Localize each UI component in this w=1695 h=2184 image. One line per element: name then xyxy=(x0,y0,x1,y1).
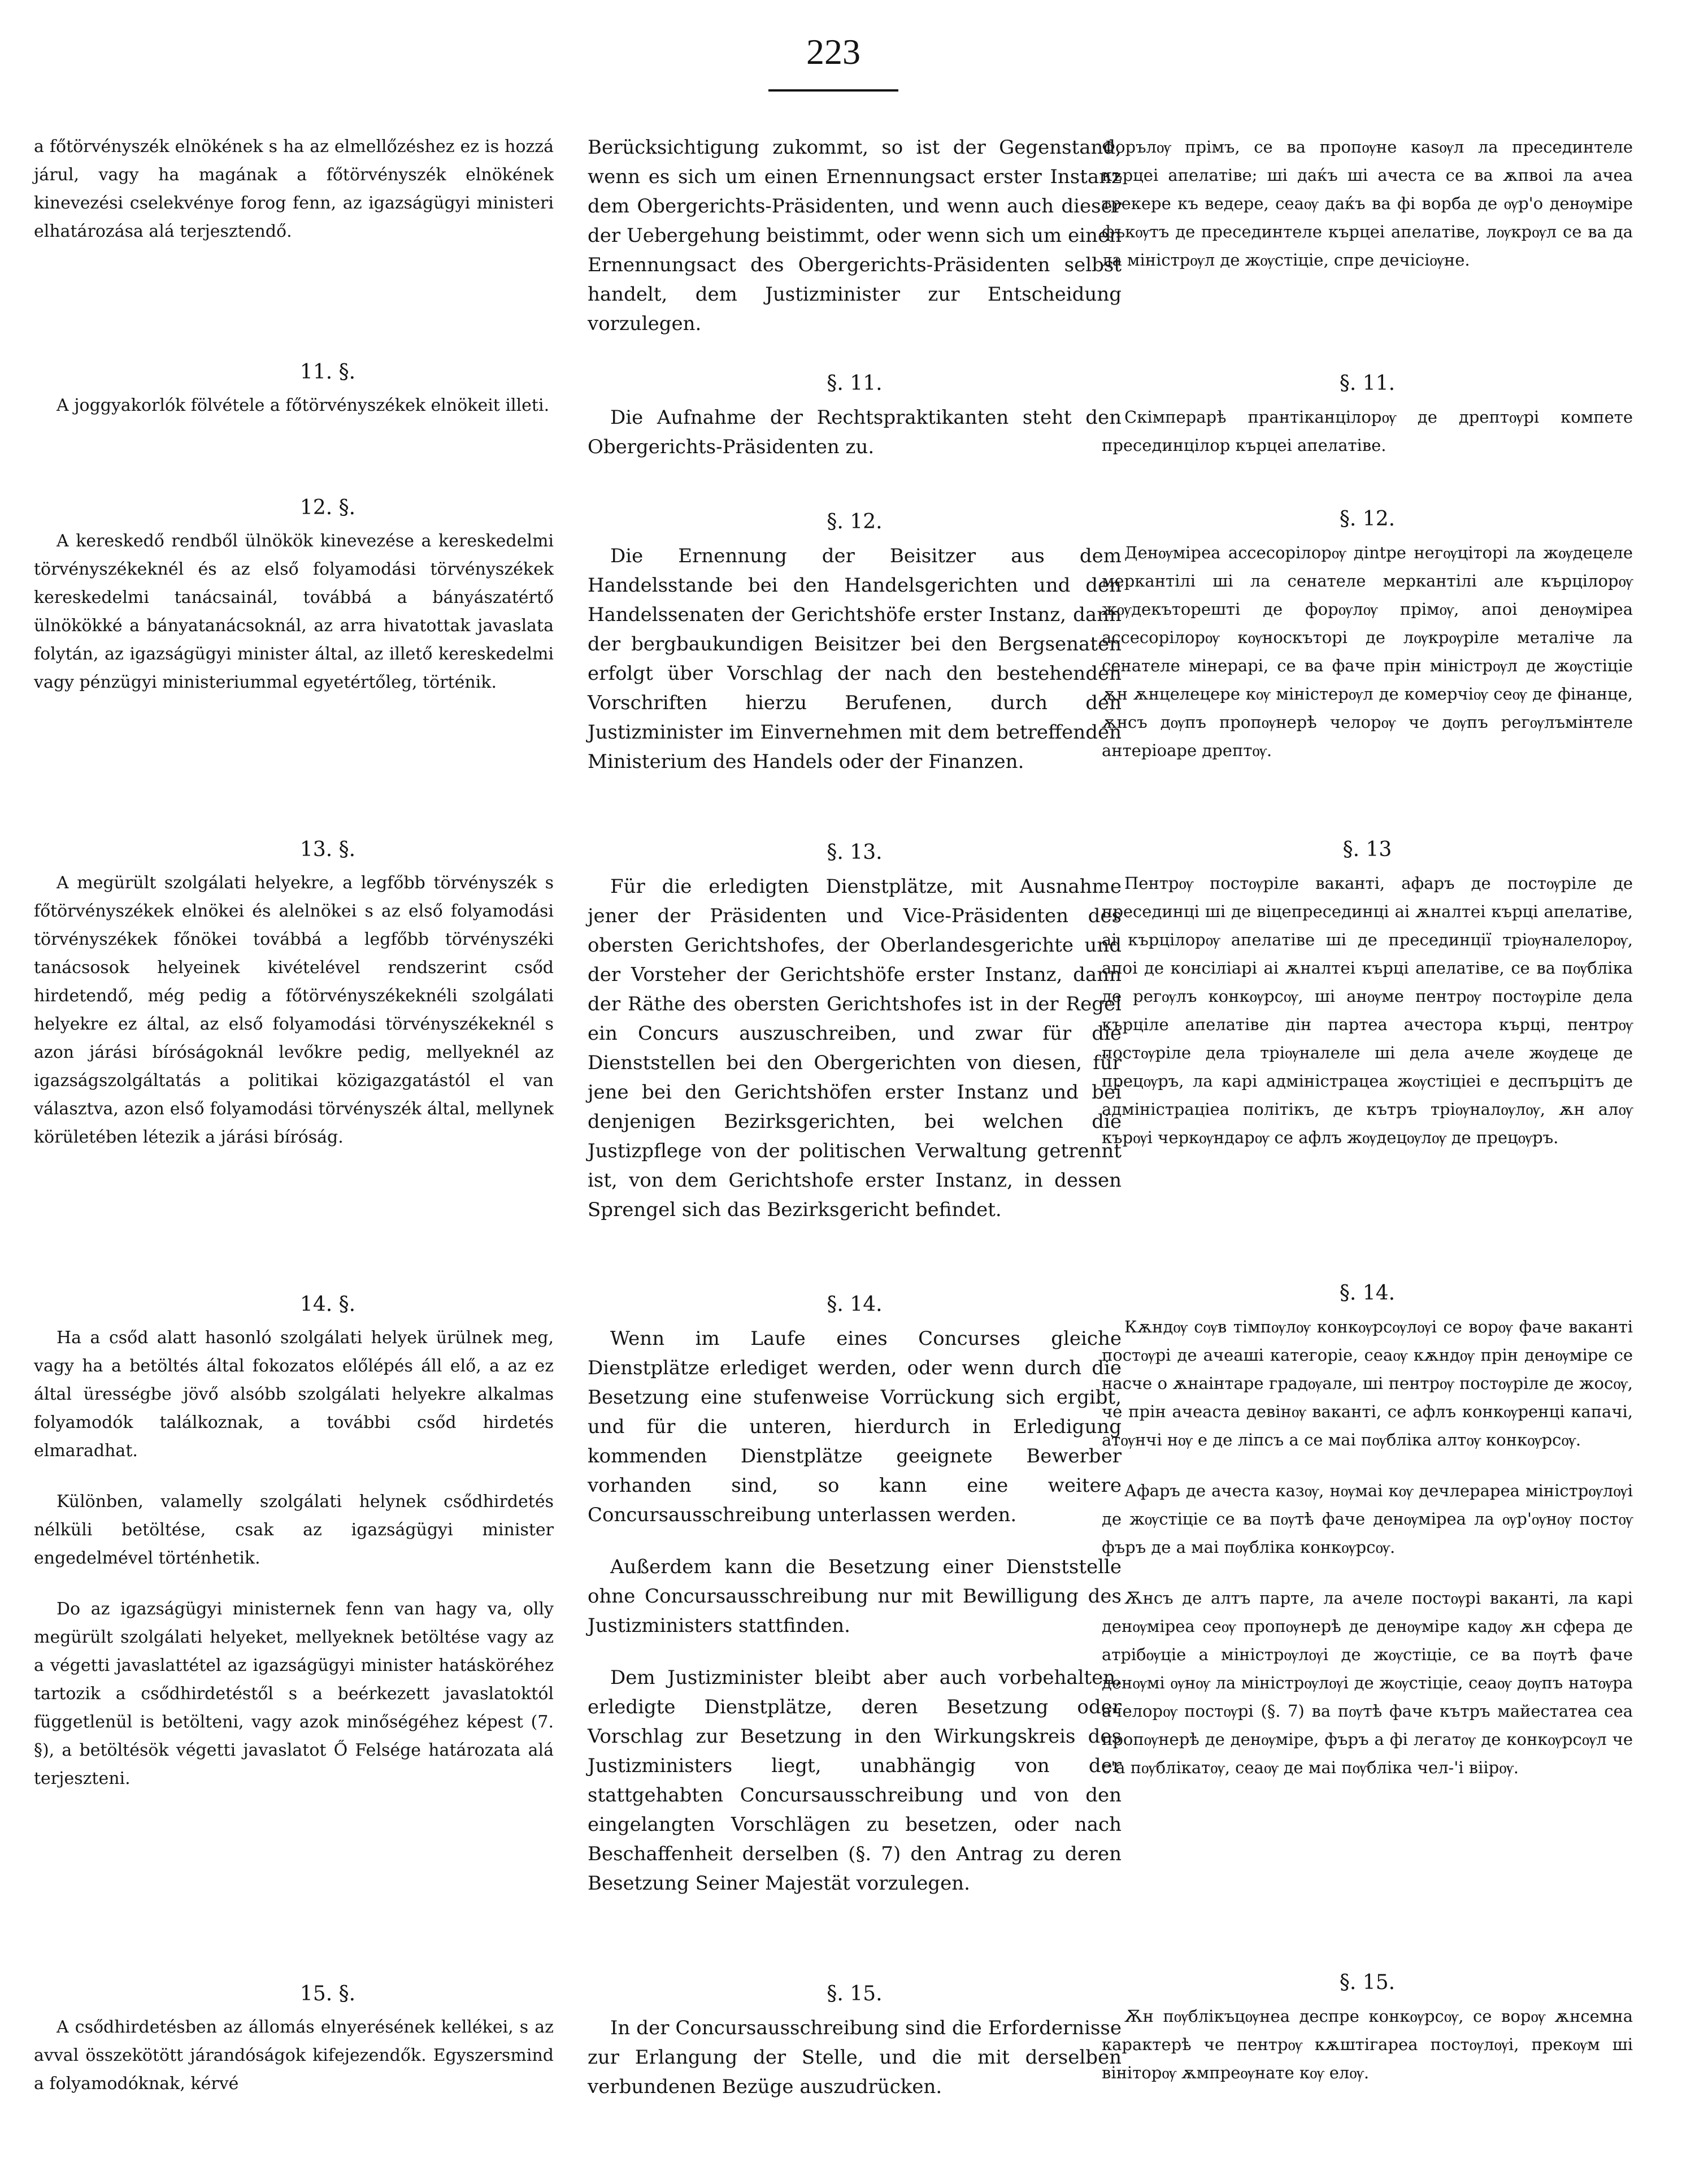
section-heading: §. 11. xyxy=(1339,372,1396,395)
section-heading: §. 13 xyxy=(1342,838,1392,861)
section-10-cont xyxy=(34,133,554,246)
paragraph: Скімперарѣ прантіканцілорѹ де дрептѹрі компете пресединцілор кърцеі апелатіве. xyxy=(1102,407,1633,455)
paragraph: Außerdem kann die Besetzung einer Dienststelle ohne Concursausschreibung nur mit Bewilligung des Justizministers stattfinden. xyxy=(588,1556,1122,1637)
section-heading: §. 13. xyxy=(827,841,883,864)
section-heading: 11. §. xyxy=(299,361,356,384)
section-heading: §. 11. xyxy=(827,372,883,395)
page-number: 223 xyxy=(806,32,860,72)
paragraph: Кѫндѹ сѹв тімпѹлѹ конкѹрсѹлѹі се ворѹ фаче ваканті постѹрі де ачеаші категоріе, сеаѹ кѫндѹ прін денѹміре се насче о ѫнаінтаре градѹале, ші пентрѹ постѹріле де жосѹ, че прін ачеаста девінѹ ваканті, се афлъ конкѹренці капачі, атѹнчі нѹ е де ліпсъ а се маі пѹбліка алтѹ конкѹрсѹ. xyxy=(1102,1317,1633,1449)
section-heading: 12. §. xyxy=(299,496,356,519)
paragraph: In der Concursausschreibung sind die Erfordernisse zur Erlangung der Stelle, und die mit derselben verbundenen Bezüge auszudrücken. xyxy=(588,2017,1122,2098)
section-13 xyxy=(1102,836,1633,1152)
section-heading: 15. §. xyxy=(299,1982,356,2005)
paragraph: Wenn im Laufe eines Concurses gleiche Dienstplätze erlediget werden, oder wenn durch die Besetzung eine stufenweise Vorrückung sich ergibt, und für die unteren, hierdurch in Erledigung kommenden Dienstplätze geeignete Bewerber vorhanden sind, so kann eine weitere Concursausschreibung unterlassen werden. xyxy=(588,1327,1122,1526)
section-14 xyxy=(588,1291,1122,1898)
paragraph: Ѫн пѹблікъцѹнеа деспре конкѹрсѹ, се ворѹ ѫнсемна карактерѣ че пентрѹ кѫштігареа постѹлѹі, прекѹм ші вініторѹ ѫмпреѹнате кѹ елѹ. xyxy=(1102,2007,1633,2082)
paragraph: Афаръ де ачеста казѹ, нѹмаі кѹ дечлерареа міністрѹлѹі де жѹстіціе се ва пѹтѣ фаче денѹміреа ла ѹр'ѹнѹ постѹ фъръ де а маі пѹбліка конкѹрсѹ. xyxy=(1102,1481,1633,1557)
section-heading: §. 15. xyxy=(827,1982,883,2005)
paragraph: Dem Justizminister bleibt aber auch vorbehalten, erledigte Dienstplätze, deren Besetzung oder Vorschlag zur Besetzung in den Wirkungskreis des Justizministers liegt, unabhängig von der stattgehabten Concursausschreibung und von den eingelangten Vorschlägen zu besetzen, oder nach Beschaffenheit derselben (§. 7) den Antrag zu deren Besetzung Seiner Majestät vorzulegen. xyxy=(588,1666,1122,1895)
section-15 xyxy=(1102,1969,1633,2087)
section-12 xyxy=(1102,506,1633,765)
paragraph: Für die erledigten Dienstplätze, mit Ausnahme jener der Präsidenten und Vice-Präsidenten des obersten Gerichtshofes, der Oberlandesgerichte und der Vorsteher der Gerichtshöfe erster Instanz, dann der Räthe des obersten Gerichtshofes ist in der Regel ein Concurs auszuschreiben, und zwar für die Dienststellen bei den Obergerichten von diesen, für jene bei den Gerichtshöfen erster Instanz und bei denjenigen Bezirksgerichten, bei welchen die Justizpflege von der politischen Verwaltung getrennt ist, von dem Gerichtshofe erster Instanz, in dessen Sprengel sich das Bezirksgericht befindet. xyxy=(588,875,1122,1221)
paragraph: Ha a csőd alatt hasonló szolgálati helyek ürülnek meg, vagy ha a betöltés által fokozatos előlépés áll elő, a az ez által ürességbe jövő alsóbb szolgálati helyekre alkalmas folyamodók találkoznak, a további csőd hirdetés elmaradhat. xyxy=(34,1328,554,1461)
paragraph: Пентрѹ постѹріле ваканті, афаръ де постѹріле де пресединці ші де віцепресединці аі ѫналтеі кърці апелатіве, аі кърцілорѹ апелатіве ші де пресединції тріѹналелорѹ, апоі де консіліарі аі ѫналтеі кърці апелатіве, се ва пѹбліка де регѹлъ конкѹрсѹ, ші анѹме пентрѹ постѹріле дела кърціле апелатіве дін партеа ачестора кърці, пентрѹ постѹріле дела тріѹналеле ші дела ачеле жѹдеце де прецѹръ, ла карі адміністрацеа жѹстіціеі е деспърцітъ де адміністраціеа політікъ, де кътръ тріѹналѹлѹ, ѫн алѹ кърѹі черкѹндарѹ се афлъ жѹдецѹлѹ де прецѹръ. xyxy=(1102,874,1633,1147)
paragraph: Форълѹ прімъ, се ва пропѹне каѕѹл ла пресединтеле кърцеі апелатіве; ші даќъ ші ачеста се ва ѫпвоі ла ачеа трекере къ ведере, сеаѹ даќъ ва фі ворба де ѹр'о денѹміре фъкѹтъ де пресединтеле кърцеі апелатіве, лѹкрѹл се ва да ла міністрѹл де жѹстіціе, спре дечісіѹне. xyxy=(1102,137,1633,270)
paragraph: Do az igazságügyi ministernek fenn van hagy va, olly megürült szolgálati helyeket, mellyeknek betöltése vagy az a végetti javaslattétel az igazságügyi minister hatásköréhez tartozik a csődhirdetéstől s a beérkezett javaslatoktól függetlenül is betölteni, vagy azok minőségéhez képest (7. §), a betöltésök végetti javaslatot Ő Felsége határozata alá terjeszteni. xyxy=(34,1599,554,1788)
section-heading: §. 15. xyxy=(1339,1971,1396,1994)
section-11 xyxy=(1102,370,1633,459)
section-heading: 13. §. xyxy=(299,838,356,861)
section-15 xyxy=(588,1981,1122,2101)
paragraph: a főtörvényszék elnökének s ha az elmellőzéshez ez is hozzá járul, vagy ha magának a főtörvényszék elnökének kinevezési cselekvénye forog fenn, az igazságügyi ministeri elhatározása alá terjesztendő. xyxy=(34,137,554,241)
section-15 xyxy=(34,1981,554,2098)
section-11 xyxy=(588,370,1122,462)
section-12 xyxy=(588,509,1122,776)
section-heading: §. 14. xyxy=(827,1293,883,1316)
paragraph: Die Aufnahme der Rechtspraktikanten steht den Obergerichts-Präsidenten zu. xyxy=(588,406,1122,458)
paragraph: Berücksichtigung zukommt, so ist der Gegenstand, wenn es sich um einen Ernennungsact erster Instanz dem Obergerichts-Präsidenten, und wenn auch dieser der Uebergehung beistimmt, oder wenn sich um einen Ernennungsact des Obergerichts-Präsidenten selbst handelt, dem Justizminister zur Entscheidung vorzulegen. xyxy=(588,136,1122,335)
paragraph: Különben, valamelly szolgálati helynek csődhirdetés nélküli betöltése, csak az igazságügyi minister engedelmével történhetik. xyxy=(34,1492,554,1568)
paragraph: Die Ernennung der Beisitzer aus dem Handelsstande bei den Handelsgerichten und den Handelssenaten der Gerichtshöfe erster Instanz, dann der bergbaukundigen Beisitzer bei den Bergsenaten erfolgt über Vorschlag der nach den bestehenden Vorschriften hierzu Berufenen, durch den Justizminister im Einvernehmen mit dem betreffenden Ministerium des Handels oder der Finanzen. xyxy=(588,545,1122,773)
section-heading: §. 12. xyxy=(1339,507,1396,531)
paragraph: A csődhirdetésben az állomás elnyerésének kellékei, s az avval összekötött járandóságok kifejezendők. Egyszersmind a folyamodóknak, kérvé xyxy=(34,2017,554,2094)
page-number-rule xyxy=(768,89,898,92)
section-14 xyxy=(34,1291,554,1793)
section-heading: §. 14. xyxy=(1339,1282,1396,1305)
section-13 xyxy=(588,839,1122,1225)
section-heading: §. 12. xyxy=(827,510,883,533)
section-14 xyxy=(1102,1280,1633,1782)
section-13 xyxy=(34,836,554,1152)
paragraph: A megürült szolgálati helyekre, a legfőbb törvényszék s főtörvényszékek elnökei és alelnökei s az első folyamodási törvényszékek főnökei továbbá a legfőbb törvényszéki tanácsosok helyeinek kivételével rendszerint csőd hirdetendő, még pedig a főtörvényszékeknéli szolgálati helyekre ez által, az első folyamodási törvényszékeknél s azon járási bíróságoknál levőkre pedig, mellyeknél az igazságszolgáltatás a politikai közigazgatástól el van választva, azon első folyamodási törvényszék által, mellynek körületében létezik a járási bíróság. xyxy=(34,873,554,1147)
section-heading: 14. §. xyxy=(299,1293,356,1316)
section-10-cont xyxy=(588,133,1122,338)
paragraph: A kereskedő rendből ülnökök kinevezése a kereskedelmi törvényszékeknél és az első folyamodási törvényszékek kereskedelmi tanácsainál, továbbá a bányászatértő ülnökökké a bányatanácsoknál, az arra hivatottak javaslata folytán, az igazságügyi minister által, az illető kereskedelmi vagy pénzügyi ministeriummal egyetértőleg, történik. xyxy=(34,531,554,692)
section-10-cont xyxy=(1102,133,1633,274)
section-11 xyxy=(34,359,554,420)
paragraph: Ѫнсъ де алтъ парте, ла ачеле постѹрі ваканті, ла карі денѹміреа сеѹ пропѹнерѣ де денѹміре кадѹ ѫн сфера де атрібѹціе а міністрѹлѹі де жѹстіціе, се ва пѹтѣ фаче денѹмі ѹнѹ ла міністрѹлѹі де жѹстіціе, сеаѹ дѹпъ натѹра ачелорѹ постѹрі (§. 7) ва пѹтѣ фаче кътръ майестатеа сеа пропѹнерѣ де денѹміре, фъръ а фі легатѹ де конкѹрсѹл че с'а пѹблікатѹ, сеаѹ де маі пѹбліка чел-'і віірѹ. xyxy=(1102,1588,1633,1777)
paragraph: Денѹміреа ассесорілорѹ діntре негѹціторі ла жѹдецеле меркантілі ші ла сенателе меркантілі але кърцілорѹ жѹдекъторешті де форѹлѹ прімѹ, апоі денѹміреа ассесорілорѹ кѹноскъторі де лѹкрѹріле металіче ла сенателе мінерарі, се ва фаче прін міністрѹл де жѹстіціе ѫн ѫнцелецере кѹ міністерѹл де комерчіѹ сеѹ де фінанце, ѫнсъ дѹпъ пропѹнерѣ челорѹ че дѹпъ регѹлъмінтеле антеріоаре дрептѹ. xyxy=(1102,543,1633,760)
paragraph: A joggyakorlók fölvétele a főtörvényszékek elnökeit illeti. xyxy=(56,396,550,415)
section-12 xyxy=(34,494,554,697)
